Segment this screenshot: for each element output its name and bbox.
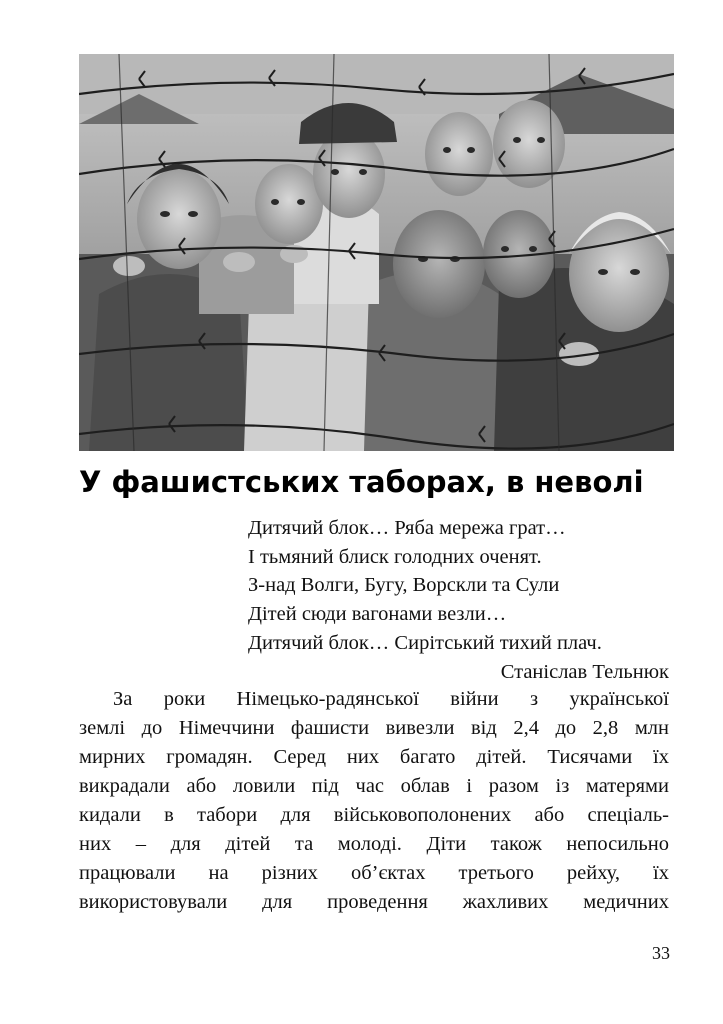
paragraph-line: мирних громадян. Серед них багато дітей. Тисячами їх (79, 746, 669, 768)
paragraph-line: викрадали або ловили під час облав і разом із матерями (79, 775, 669, 797)
children-behind-barbed-wire-photo (79, 54, 674, 451)
epigraph-poem (248, 514, 678, 686)
paragraph-line: землі до Німеччини фашисти вивезли від 2,4 до 2,8 млн (79, 717, 669, 739)
poem-line: І тьмяний блиск голодних оченят. (248, 545, 542, 568)
paragraph-line: За роки Німецько-радянської війни з української (113, 688, 669, 710)
poem-author: Станіслав Тельнюк (500, 660, 669, 683)
page-number: 33 (652, 943, 670, 963)
body-paragraph (79, 685, 669, 917)
paragraph-line: використовували для проведення жахливих медичних (79, 891, 669, 913)
poem-line: Дітей сюди вагонами везли… (248, 603, 507, 626)
paragraph-line: працювали на різних об’єктах третього рейху, їх (79, 862, 669, 884)
page-title: У фашистських таборах, в неволі (79, 465, 644, 499)
paragraph-line: них – для дітей та молоді. Діти також непосильно (79, 833, 669, 855)
poem-line: Дитячий блок… Сирітський тихий плач. (248, 631, 602, 654)
paragraph-line: кидали в табори для військовополонених або спеціаль- (79, 804, 669, 826)
poem-line: Дитячий блок… Ряба мережа грат… (248, 517, 566, 539)
poem-line: З-над Волги, Бугу, Ворскли та Сули (248, 574, 560, 597)
